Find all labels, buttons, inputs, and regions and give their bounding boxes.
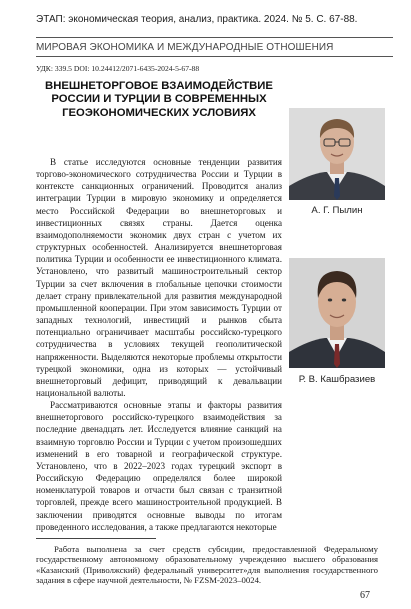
author-photo <box>289 108 385 200</box>
page-number: 67 <box>360 590 370 601</box>
title-line: ВНЕШНЕТОРГОВОЕ ВЗАИМОДЕЙСТВИЕ <box>45 80 273 92</box>
footnote-rule <box>36 538 156 539</box>
author-name: Р. В. Кашбразиев <box>298 374 376 385</box>
article-title <box>36 80 282 120</box>
header-rule <box>36 37 393 38</box>
section-rule <box>36 56 393 57</box>
section-heading: МИРОВАЯ ЭКОНОМИКА И МЕЖДУНАРОДНЫЕ ОТНОШЕНИЯ <box>36 42 334 53</box>
title-line: ГЕОЭКОНОМИЧЕСКИХ УСЛОВИЯХ <box>62 106 256 119</box>
abstract <box>36 156 282 533</box>
author-photo <box>289 258 385 368</box>
abstract-paragraph: В статье исследуются основные тенденции развития торгово-экономического сотрудничества России и Турции в контексте санкционных ограничений. Проводится анализ интеграции Турции в мировую экономику и определяется место Российской Федерации во внешнеторговых и инвестиционных связях страны. Дается оценка взаимодополняемости экономик двух стран с учетом их структурных особенностей. Анализируется внешнеторговая политика Турции и особенности ее инвестиционного климата. Установлено, что развитый машиностроительный сектор Турции за счет включения в глобальные цепочки стоимости делает страну привлекательной для развития международной промышленной кооперации. При этом зависимость Турции от западных технологий, инвестиций и рынков сбыта потенциально ограничивает масштабы российско-турецкого сотрудничества в условиях текущей геополитической напряженности. Выделяются некоторые проблемы открытости турецкой экономики, одна из которых — устойчивый внешнеторговый дефицит, приводящий к девальвации национальной валюты. <box>36 157 282 398</box>
footnote-text: Работа выполнена за счет средств субсидии, предоставленной Федеральному государственному автономному образовательному учреждению высшего образования «Казанский (Приволжский) федеральный университет»для выполнения государственного задания в сфере научной деятельности, № FZSM-2023–0024. <box>36 544 378 586</box>
journal-citation: ЭТАП: экономическая теория, анализ, практика. 2024. № 5. С. 67-88. <box>36 14 358 25</box>
title-line: РОССИИ И ТУРЦИИ В СОВРЕМЕННЫХ <box>51 93 267 106</box>
funding-footnote <box>36 544 378 586</box>
abstract-paragraph: Рассматриваются основные этапы и факторы развития внешнеторгового российско-турецкого взаимодействия за последние двенадцать лет. Исследуется влияние санкций на взаимную торговлю России и Турции с учетом произошедших изменений в его товарной и географической структуре. Установлено, что в 2022–2023 годах турецкий экспорт в Российскую Федерацию определялся более широкой номенклатурой товаров и отчасти был связан с транзитной торговлей, прежде всего машиностроительной продукцией. В заключении приводятся основные выводы по итогам проведенного исследования, а также предлагаются некоторые <box>36 400 282 532</box>
udk-doi-line: УДК: 339.5 DOI: 10.24412/2071-6435-2024-5-67-88 <box>36 64 200 73</box>
author-name: А. Г. Пылин <box>311 205 363 216</box>
